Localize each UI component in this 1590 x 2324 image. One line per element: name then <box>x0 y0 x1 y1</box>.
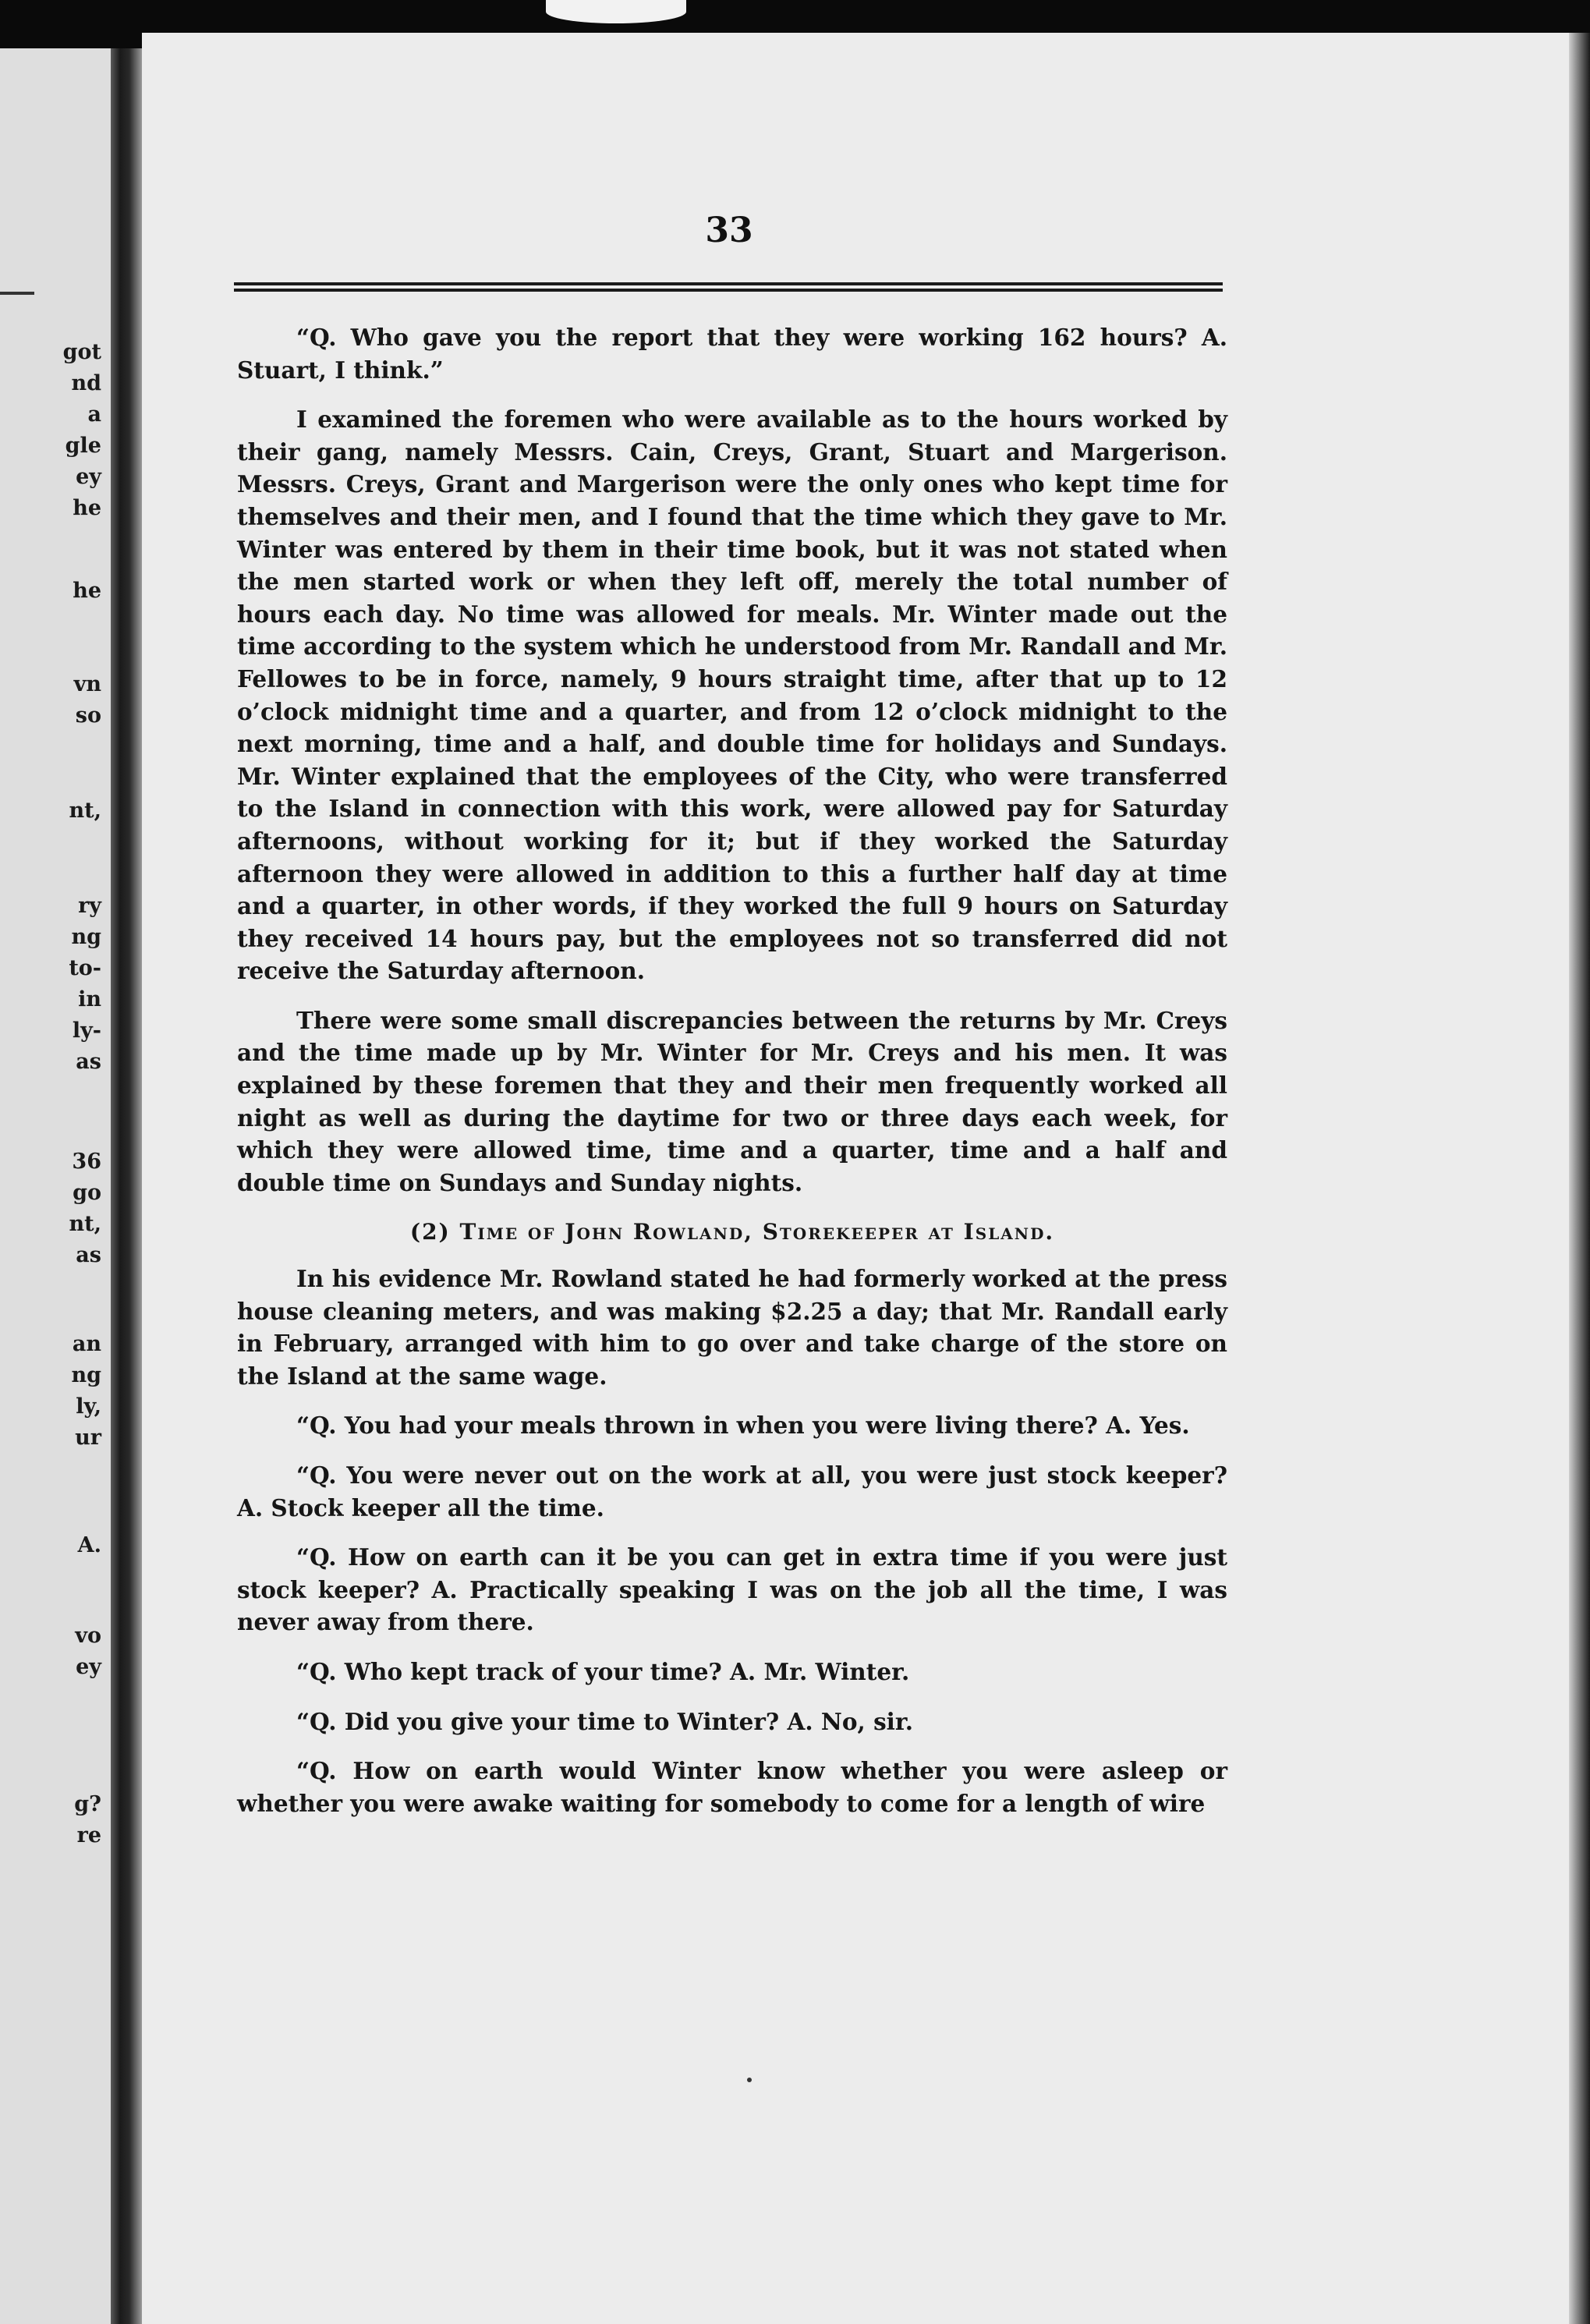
facing-page-fragment: ey <box>76 465 101 489</box>
header-rule-line <box>234 289 1223 292</box>
facing-page-fragment: he <box>73 579 101 603</box>
testimony-paragraph: “Q. How on earth can it be you can get in extra time if you were just stock keeper? A. Practically speaking I was on the job all the time, I was never away from there. <box>237 1543 1227 1636</box>
facing-page-fragment: as <box>76 1243 101 1267</box>
page-edge-shadow <box>1569 33 1590 2324</box>
book-spine <box>111 48 142 2324</box>
body-paragraph: I examined the foremen who were available as to the hours worked by their gang, namely Messrs. Cain, Creys, Grant, Stuart and Margerison. Messrs. Creys, Grant and Margerison were the only ones who kept time for themselves and their men, and I found that the time which they gave to Mr. Winter was entered by them in their time book, but it was not stated when the men started work or when they left off, merely the total number of hours each day. No time was allowed for meals. Mr. Winter made out the time according to the system which he understood from Mr. Randall and Mr. Fellowes to be in force, namely, 9 hours straight time, after that up to 12 o’clock midnight time and a quarter, and from 12 o’clock midnight to the next morning, time and a half, and double time for holidays and Sundays. Mr. Winter explained that the employees of the City, who were transferred to the Island in connection with this work, were allowed pay for Saturday afternoons, without working for it; but if they worked the Saturday afternoon they were allowed in addition to this a further half day at time and a quarter, in other words, if they worked the full 9 hours on Saturday they received 14 hours pay, but the employees not so transferred did not receive the Saturday afternoon. <box>237 406 1227 985</box>
testimony-paragraph: “Q. Did you give your time to Winter? A. No, sir. <box>296 1707 913 1735</box>
testimony-paragraph: “Q. Who gave you the report that they were working 162 hours? A. Stuart, I think.” <box>237 324 1227 384</box>
scan-speck <box>747 2078 752 2082</box>
facing-page-fragment: ey <box>76 1655 101 1679</box>
facing-page-fragment: ly, <box>76 1394 101 1419</box>
section-heading: (2) Time of John Rowland, Storekeeper at Island. <box>409 1219 1055 1245</box>
facing-page-fragment: nt, <box>69 799 101 823</box>
facing-page-fragment: so <box>75 703 101 728</box>
facing-page-fragment: got <box>62 340 101 364</box>
facing-page-fragment: 36 <box>72 1150 101 1174</box>
facing-page-fragment: nd <box>71 371 101 395</box>
facing-page-fragment: go <box>73 1181 101 1205</box>
facing-page-fragment: A. <box>77 1533 101 1557</box>
facing-page-fragment: ng <box>71 925 101 949</box>
facing-page-fragment: a <box>87 402 101 427</box>
facing-page-fragment: vo <box>75 1624 101 1648</box>
facing-page-fragment: nt, <box>69 1212 101 1236</box>
facing-page-fragment: as <box>76 1050 101 1074</box>
facing-page-fragment: re <box>76 1823 101 1848</box>
testimony-paragraph: “Q. How on earth would Winter know whether you were asleep or whether you were awake waiting for somebody to come for a length of wire <box>237 1757 1227 1817</box>
facing-page-fragment: ur <box>75 1426 101 1450</box>
header-double-rule <box>234 282 1223 293</box>
facing-page-fragment: ry <box>78 894 101 918</box>
scan-notch <box>546 0 686 23</box>
facing-page-fragment: ly- <box>72 1019 101 1043</box>
header-rule-line <box>234 282 1223 285</box>
facing-page <box>0 48 111 2324</box>
page-body <box>237 321 1227 1837</box>
facing-page-fragment: in <box>78 987 101 1011</box>
page-number: 33 <box>705 211 753 250</box>
facing-page-fragment: vn <box>73 672 101 696</box>
facing-page-fragment: ng <box>71 1363 101 1387</box>
facing-page-fragment: an <box>72 1332 101 1356</box>
testimony-paragraph: “Q. You had your meals thrown in when you were living there? A. Yes. <box>296 1412 1190 1440</box>
facing-page-fragment: g? <box>74 1792 101 1816</box>
body-paragraph: There were some small discrepancies between the returns by Mr. Creys and the time made up by Mr. Winter for Mr. Creys and his men. It was explained by these foremen that they and their men frequently worked all night as well as during the daytime for two or three days each week, for which they were allowed time, time and a quarter, time and a half and double time on Sundays and Sunday nights. <box>237 1006 1227 1196</box>
facing-page-rule <box>0 292 34 295</box>
testimony-paragraph: “Q. You were never out on the work at all, you were just stock keeper? A. Stock keeper all the time. <box>237 1461 1227 1522</box>
facing-page-fragment: gle <box>65 434 101 458</box>
testimony-paragraph: “Q. Who kept track of your time? A. Mr. Winter. <box>296 1657 910 1685</box>
facing-page-fragment: to- <box>69 956 101 980</box>
facing-page-fragment: he <box>73 496 101 520</box>
body-paragraph: In his evidence Mr. Rowland stated he had formerly worked at the press house cleaning meters, and was making $2.25 a day; that Mr. Randall early in February, arranged with him to go over and take charge of the store on the Island at the same wage. <box>237 1265 1227 1390</box>
